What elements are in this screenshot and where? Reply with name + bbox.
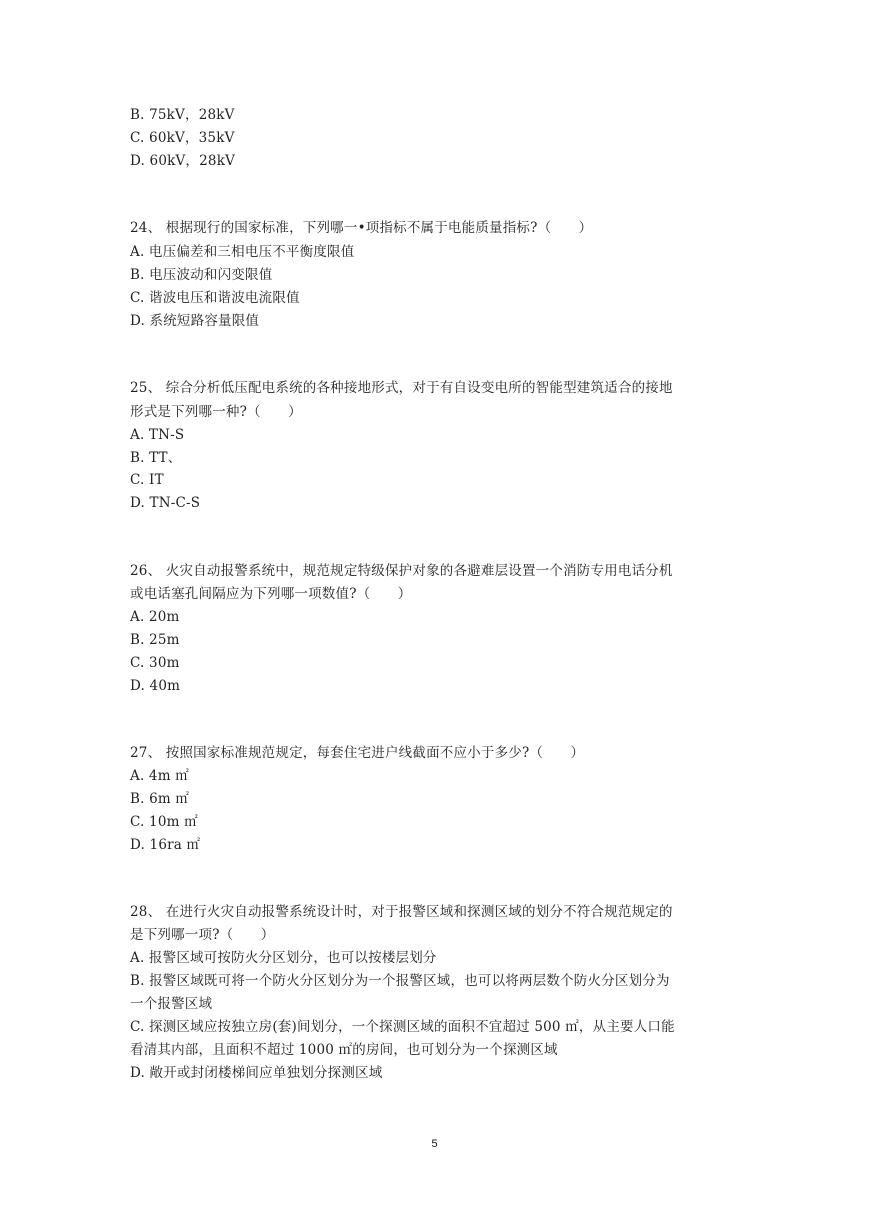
q27-stem: 27、 按照国家标准规范规定，每套住宅进户线截面不应小于多少?（ ）	[130, 745, 585, 761]
q23-option-d: D. 60kV，28kV	[130, 153, 236, 169]
q25-option-b: B. TT、	[130, 450, 182, 466]
q27-option-a: A. 4m ㎡	[130, 768, 189, 784]
q25-stem-line2: 形式是下列哪一种?（ ）	[130, 404, 302, 420]
q27-option-c: C. 10m ㎡	[130, 814, 198, 830]
q28-stem-line2: 是下列哪一项?（ ）	[130, 927, 275, 943]
q24-option-a: A. 电压偏差和三相电压不平衡度限值	[130, 244, 355, 260]
q24-option-b: B. 电压波动和闪变限值	[130, 267, 273, 283]
q24-stem: 24、 根据现行的国家标准，下列哪一•项指标不属于电能质量指标?（ ）	[130, 220, 593, 236]
page-number: 5	[431, 1138, 438, 1150]
q28-stem-line1: 28、 在进行火灾自动报警系统设计时，对于报警区域和探测区域的划分不符合规范规定的	[130, 904, 673, 920]
q25-stem-line1: 25、 综合分析低压配电系统的各种接地形式，对于有自设变电所的智能型建筑适合的接地	[130, 380, 673, 396]
q23-option-b: B. 75kV，28kV	[130, 107, 235, 123]
q28-option-b-line1: B. 报警区域既可将一个防火分区划分为一个报警区域，也可以将两层数个防火分区划分为	[130, 973, 670, 989]
q27-option-b: B. 6m ㎡	[130, 791, 190, 807]
q25-option-d: D. TN-C-S	[130, 495, 201, 511]
q26-option-c: C. 30m	[130, 655, 180, 671]
q28-option-d: D. 敞开或封闭楼梯间应单独划分探测区域	[130, 1065, 383, 1081]
q26-stem-line1: 26、 火灾自动报警系统中，规范规定特级保护对象的各避难层设置一个消防专用电话分机	[130, 563, 673, 579]
q26-option-b: B. 25m	[130, 632, 180, 648]
q26-option-d: D. 40m	[130, 678, 181, 694]
q27-option-d: D. 16ra ㎡	[130, 837, 201, 853]
q28-option-b-line2: 一个报警区域	[130, 996, 213, 1012]
q23-option-c: C. 60kV，35kV	[130, 130, 235, 146]
q26-stem-line2: 或电话塞孔间隔应为下列哪一项数值?（ ）	[130, 586, 412, 602]
q26-option-a: A. 20m	[130, 609, 180, 625]
q28-option-a: A. 报警区域可按防火分区划分，也可以按楼层划分	[130, 950, 437, 966]
q28-option-c-line1: C. 探测区域应按独立房(套)间划分，一个探测区域的面积不宜超过 500 ㎡，从主要人口能	[130, 1019, 675, 1035]
q25-option-c: C. IT	[130, 472, 164, 488]
q25-option-a: A. TN-S	[130, 427, 185, 443]
q28-option-c-line2: 看清其内部，且面积不超过 1000 ㎡的房间，也可划分为一个探测区域	[130, 1042, 558, 1058]
q24-option-d: D. 系统短路容量限值	[130, 313, 260, 329]
q24-option-c: C. 谐波电压和谐波电流限值	[130, 290, 300, 306]
